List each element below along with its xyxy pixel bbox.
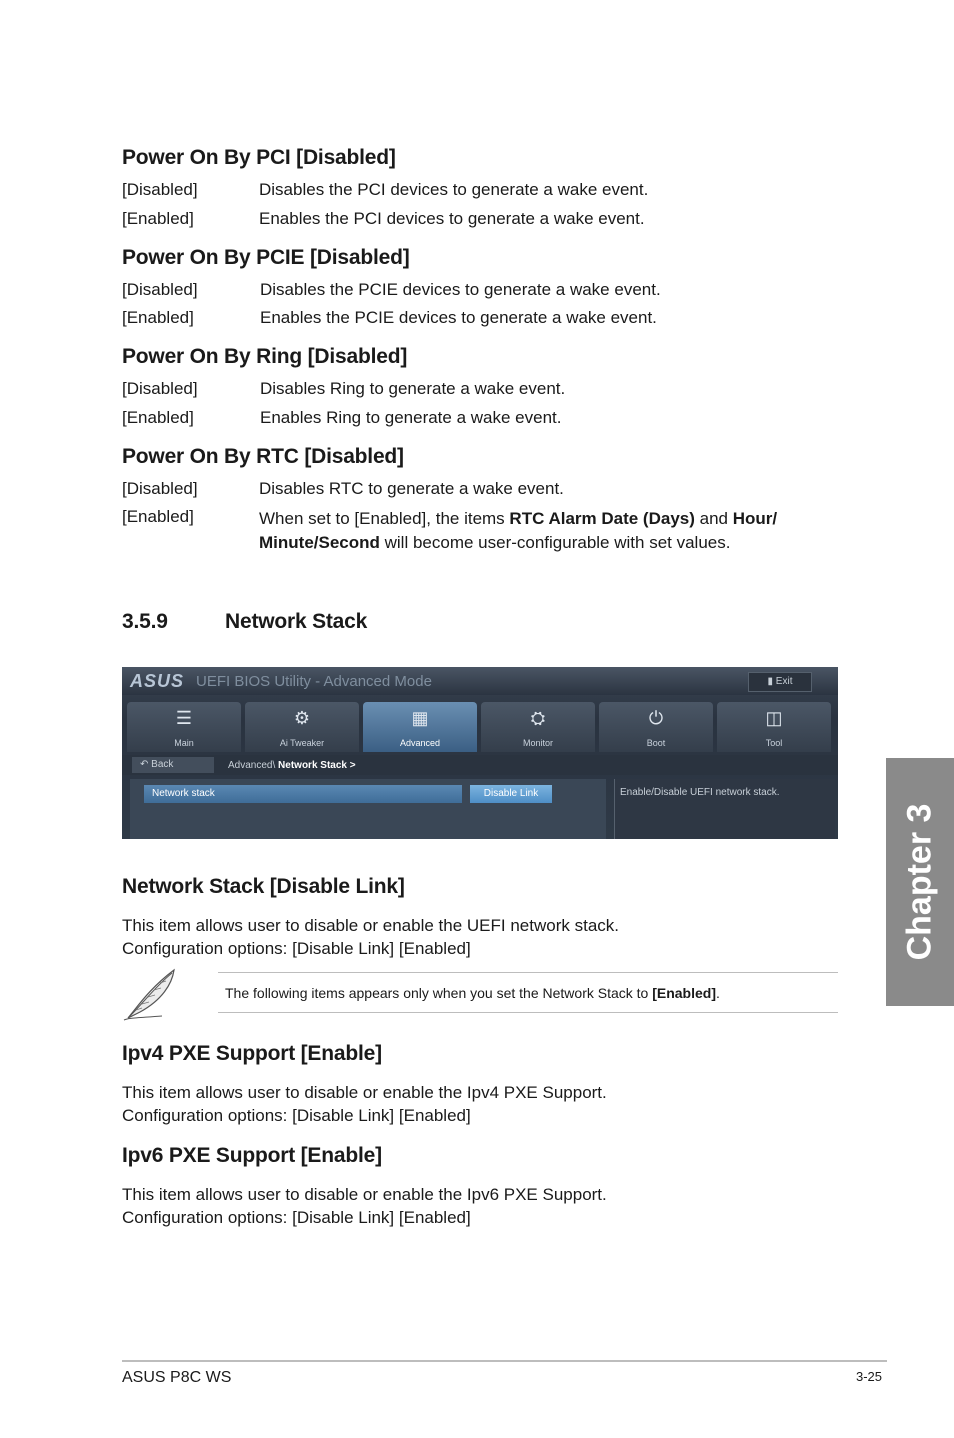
tab-boot[interactable] xyxy=(599,702,713,752)
pci-disabled-label: [Disabled] xyxy=(122,180,198,199)
bios-help-text: Enable/Disable UEFI network stack. xyxy=(620,787,780,798)
footer-rule xyxy=(122,1360,887,1362)
tab-main[interactable] xyxy=(127,702,241,752)
footer-page-number: 3-25 xyxy=(856,1369,883,1384)
breadcrumb: Advanced\ Network Stack > xyxy=(228,760,356,771)
tab-tool-label: Tool xyxy=(765,738,783,748)
network-stack-value[interactable]: Disable Link xyxy=(470,785,552,803)
back-button[interactable] xyxy=(132,757,214,773)
rtc-disabled-desc: Disables RTC to generate a wake event. xyxy=(259,479,564,498)
tab-tool[interactable] xyxy=(717,702,831,752)
pci-enabled-desc: Enables the PCI devices to generate a wake event. xyxy=(259,209,645,228)
tab-ai-tweaker-label: Ai Tweaker xyxy=(279,738,325,748)
rtc-enabled-desc: When set to [Enabled], the items RTC Alarm Date (Days) and Hour/ Minute/Second will become user-configurable with set values. xyxy=(259,509,778,552)
ring-enabled-desc: Enables Ring to generate a wake event. xyxy=(260,408,562,427)
tool-icon: ◫ xyxy=(765,708,783,728)
tab-advanced-label: Advanced xyxy=(399,738,441,748)
back-arrow-icon: ↶ xyxy=(140,759,152,770)
ipv6-line2: Configuration options: [Disable Link] [Enabled] xyxy=(122,1208,471,1227)
bios-screenshot xyxy=(122,667,838,839)
ring-heading: Power On By Ring [Disabled] xyxy=(122,345,408,368)
pcie-disabled-desc: Disables the PCIE devices to generate a wake event. xyxy=(260,280,661,299)
ipv4-line1: This item allows user to disable or enable the Ipv4 PXE Support. xyxy=(122,1083,607,1102)
tab-monitor-label: Monitor xyxy=(522,738,553,748)
tab-main-label: Main xyxy=(174,738,194,748)
pcie-disabled-label: [Disabled] xyxy=(122,280,198,299)
note-rule-bottom xyxy=(218,1012,838,1013)
ipv4-heading: Ipv4 PXE Support [Enable] xyxy=(122,1042,382,1065)
exit-button[interactable] xyxy=(748,672,812,692)
rtc-disabled-label: [Disabled] xyxy=(122,479,198,498)
note-text: The following items appears only when you set the Network Stack to [Enabled]. xyxy=(225,985,720,1001)
tweaker-icon: ⚙ xyxy=(293,708,311,728)
asus-logo: ASUS xyxy=(130,671,185,691)
ring-disabled-label: [Disabled] xyxy=(122,379,198,398)
rtc-heading: Power On By RTC [Disabled] xyxy=(122,445,404,468)
pcie-enabled-desc: Enables the PCIE devices to generate a wake event. xyxy=(260,308,657,327)
network-stack-item[interactable]: Network stack xyxy=(144,785,462,803)
pcie-heading: Power On By PCIE [Disabled] xyxy=(122,246,410,269)
power-icon: ⏻ xyxy=(648,708,664,728)
network-stack-line2: Configuration options: [Disable Link] [Enabled] xyxy=(122,939,471,958)
tab-ai-tweaker[interactable] xyxy=(245,702,359,752)
ring-enabled-label: [Enabled] xyxy=(122,408,194,427)
tab-monitor[interactable] xyxy=(481,702,595,752)
pci-disabled-desc: Disables the PCI devices to generate a wake event. xyxy=(259,180,649,199)
footer-product: ASUS P8C WS xyxy=(122,1369,232,1386)
section-title: Network Stack xyxy=(225,610,368,633)
section-number: 3.5.9 xyxy=(122,610,168,633)
back-label: Back xyxy=(151,759,174,770)
exit-icon: ▮ xyxy=(767,676,776,687)
bios-title: UEFI BIOS Utility - Advanced Mode xyxy=(196,673,432,690)
pcie-enabled-label: [Enabled] xyxy=(122,308,194,327)
exit-label: Exit xyxy=(775,676,793,687)
rtc-enabled-label: [Enabled] xyxy=(122,507,194,526)
note-rule-top xyxy=(218,972,838,973)
network-stack-heading: Network Stack [Disable Link] xyxy=(122,875,405,898)
ipv6-heading: Ipv6 PXE Support [Enable] xyxy=(122,1144,382,1167)
list-icon: ☰ xyxy=(175,708,193,728)
pci-enabled-label: [Enabled] xyxy=(122,209,194,228)
network-stack-line1: This item allows user to disable or enable the UEFI network stack. xyxy=(122,916,619,935)
quill-note-icon xyxy=(122,966,182,1022)
ipv4-line2: Configuration options: [Disable Link] [Enabled] xyxy=(122,1106,471,1125)
chapter-tab-label: Chapter 3 xyxy=(900,803,939,961)
ipv6-line1: This item allows user to disable or enable the Ipv6 PXE Support. xyxy=(122,1185,607,1204)
tab-advanced[interactable] xyxy=(363,702,477,752)
pci-heading: Power On By PCI [Disabled] xyxy=(122,146,396,169)
monitor-icon: ⛭ xyxy=(530,708,546,728)
tab-boot-label: Boot xyxy=(646,738,666,748)
chapter-tab xyxy=(886,758,954,1006)
advanced-icon: ▦ xyxy=(411,708,429,728)
ring-disabled-desc: Disables Ring to generate a wake event. xyxy=(260,379,566,398)
